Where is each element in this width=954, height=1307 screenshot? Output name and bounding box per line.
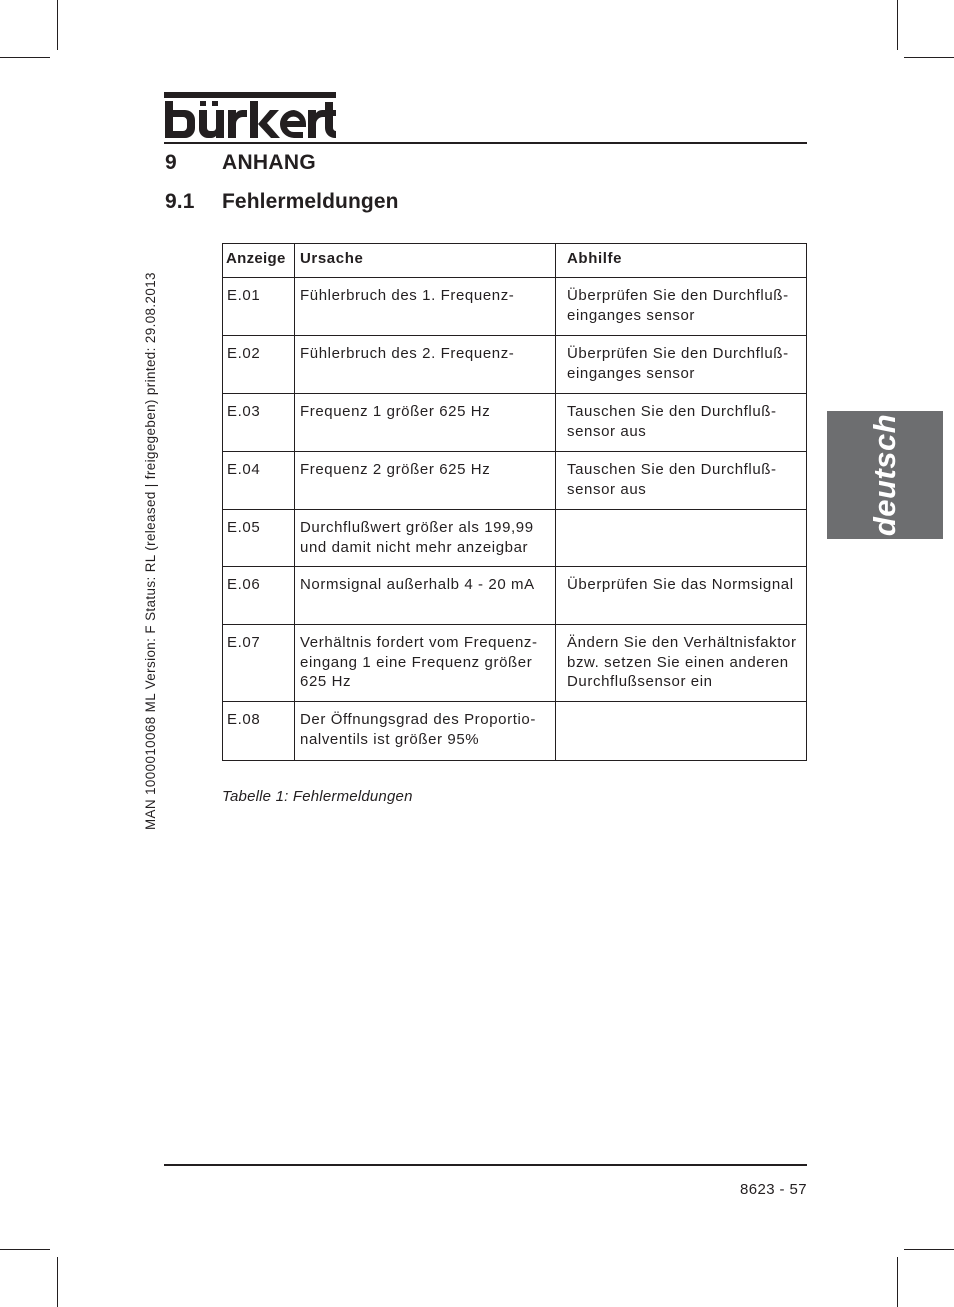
error-code: E.02 xyxy=(223,336,295,394)
error-cause: Fühlerbruch des 1. Frequenz- xyxy=(295,278,556,336)
error-code: E.04 xyxy=(223,452,295,510)
error-cause: Normsignal außerhalb 4 - 20 mA xyxy=(295,567,556,625)
crop-mark xyxy=(897,1257,898,1307)
crop-mark xyxy=(57,1257,58,1307)
subsection-title: Fehlermeldungen xyxy=(222,190,399,213)
section-heading xyxy=(165,151,316,175)
error-remedy: Ändern Sie den Verhältnisfaktor bzw. setzen Sie einen anderen Durchflußsensor ein xyxy=(556,625,807,702)
language-tab xyxy=(827,411,943,539)
document-status-note: MAN 1000010068 ML Version: F Status: RL (released | freigegeben) printed: 29.08.2013 xyxy=(143,272,158,830)
section-title: ANHANG xyxy=(222,151,316,174)
crop-mark xyxy=(897,0,898,50)
error-code: E.07 xyxy=(223,625,295,702)
table-header-row xyxy=(223,244,807,278)
error-cause: Durchflußwert größer als 199,99 und damit nicht mehr anzeigbar xyxy=(295,510,556,567)
error-remedy xyxy=(556,510,807,567)
error-remedy: Überprüfen Sie den Durchfluß- einganges sensor xyxy=(556,278,807,336)
crop-mark xyxy=(0,57,50,58)
crop-mark xyxy=(57,0,58,50)
error-remedy: Tauschen Sie den Durchfluß- sensor aus xyxy=(556,452,807,510)
subsection-number: 9.1 xyxy=(165,190,195,213)
error-remedy: Überprüfen Sie den Durchfluß- einganges sensor xyxy=(556,336,807,394)
error-remedy: Tauschen Sie den Durchfluß- sensor aus xyxy=(556,394,807,452)
table-row xyxy=(223,510,807,567)
crop-mark xyxy=(904,57,954,58)
header-cause: Ursache xyxy=(295,244,556,278)
error-cause: Frequenz 2 größer 625 Hz xyxy=(295,452,556,510)
crop-mark xyxy=(904,1249,954,1250)
error-code: E.05 xyxy=(223,510,295,567)
error-cause: Der Öffnungsgrad des Proportio- nalventils ist größer 95% xyxy=(295,702,556,761)
subsection-heading xyxy=(165,190,399,214)
burkert-logo xyxy=(164,92,336,140)
table-row xyxy=(223,567,807,625)
table-caption: Tabelle 1: Fehlermeldungen xyxy=(222,788,413,805)
crop-mark xyxy=(0,1249,50,1250)
table-row xyxy=(223,452,807,510)
error-remedy xyxy=(556,702,807,761)
error-code: E.06 xyxy=(223,567,295,625)
error-remedy: Überprüfen Sie das Normsignal xyxy=(556,567,807,625)
error-table xyxy=(222,243,807,761)
footer-rule xyxy=(164,1164,807,1166)
error-code: E.01 xyxy=(223,278,295,336)
error-code: E.08 xyxy=(223,702,295,761)
page-number: 8623 - 57 xyxy=(740,1181,807,1198)
error-code: E.03 xyxy=(223,394,295,452)
header-rule xyxy=(164,142,807,144)
header-display: Anzeige xyxy=(223,244,295,278)
table-row xyxy=(223,278,807,336)
section-number: 9 xyxy=(165,151,177,174)
table-row xyxy=(223,336,807,394)
language-tab-label: deutsch xyxy=(867,413,902,537)
header-remedy: Abhilfe xyxy=(556,244,807,278)
error-cause: Frequenz 1 größer 625 Hz xyxy=(295,394,556,452)
error-cause: Fühlerbruch des 2. Frequenz- xyxy=(295,336,556,394)
table-row xyxy=(223,394,807,452)
table-row xyxy=(223,702,807,761)
table-row xyxy=(223,625,807,702)
error-cause: Verhältnis fordert vom Frequenz- eingang 1 eine Frequenz größer 625 Hz xyxy=(295,625,556,702)
